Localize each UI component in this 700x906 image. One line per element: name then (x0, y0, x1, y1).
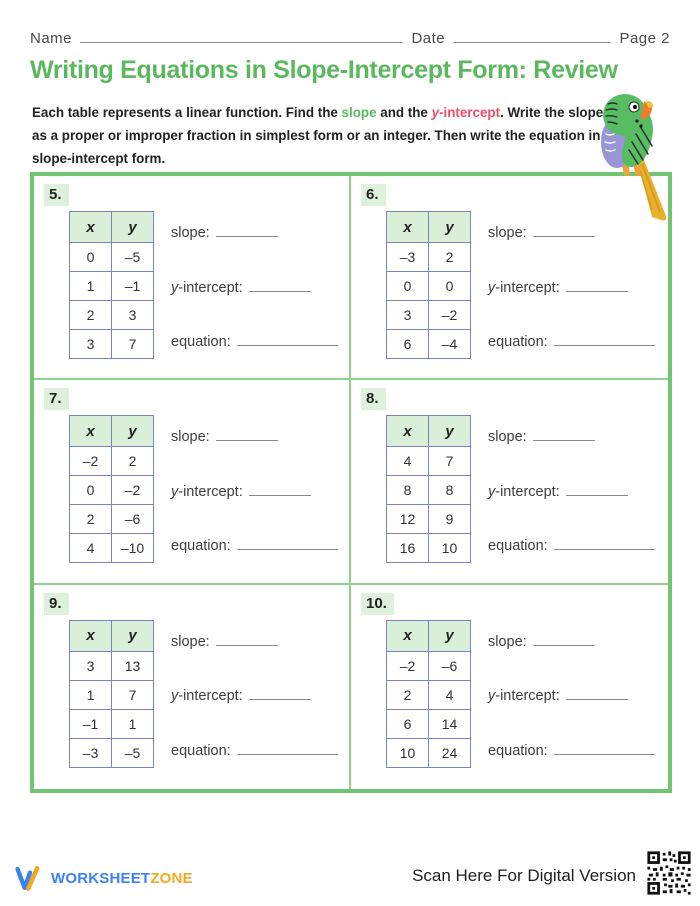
xy-table (386, 415, 471, 563)
y-value: 1 (112, 709, 154, 738)
problem-body (69, 620, 343, 768)
x-value: –3 (70, 738, 112, 767)
table-header-row (387, 212, 471, 243)
y-intercept-field (488, 483, 655, 500)
y-intercept-blank[interactable] (566, 687, 628, 700)
equation-blank[interactable] (554, 537, 655, 550)
x-value: –2 (70, 447, 112, 476)
y-intercept-field (171, 483, 338, 500)
equation-blank[interactable] (237, 742, 338, 755)
table-row (70, 709, 154, 738)
x-value: 8 (387, 476, 429, 505)
answer-fields (171, 415, 338, 563)
problem-body (69, 415, 343, 563)
table-row (70, 330, 154, 359)
equation-field (488, 537, 655, 554)
table-header-y: y (112, 212, 154, 243)
y-value: –2 (429, 301, 471, 330)
answer-fields (171, 211, 338, 359)
page-number: Page 2 (619, 30, 670, 47)
y-intercept-label-rest: -intercept: (495, 483, 560, 500)
y-intercept-blank[interactable] (566, 483, 628, 496)
table-header-x: x (387, 416, 429, 447)
y-intercept-label-rest: -intercept: (178, 279, 243, 296)
y-value: 7 (112, 680, 154, 709)
equation-label: equation: (488, 742, 548, 759)
logo-text-zone: ZONE (150, 869, 193, 887)
slope-blank[interactable] (216, 224, 278, 237)
x-value: 6 (387, 330, 429, 359)
table-header-x: x (387, 620, 429, 651)
y-intercept-field (488, 687, 655, 704)
equation-field (171, 537, 338, 554)
y-value: –5 (112, 243, 154, 272)
table-header-row (387, 416, 471, 447)
equation-label: equation: (171, 742, 231, 759)
table-row (70, 272, 154, 301)
table-header-row (70, 212, 154, 243)
table-row (387, 330, 471, 359)
y-intercept-label-rest: -intercept: (495, 279, 560, 296)
y-intercept-field (488, 279, 655, 296)
equation-blank[interactable] (554, 742, 655, 755)
equation-field (488, 742, 655, 759)
y-value: 2 (429, 243, 471, 272)
answer-fields (488, 211, 655, 359)
y-value: –6 (429, 651, 471, 680)
y-value: 7 (429, 447, 471, 476)
y-intercept-label-rest: -intercept: (178, 688, 243, 705)
y-intercept-blank[interactable] (249, 483, 311, 496)
table-row (387, 709, 471, 738)
instructions-part3: . Write the slope as a proper or improper fraction in simplest form or an integer. Then write the equation in slope-intercept form. (32, 105, 604, 167)
y-intercept-blank[interactable] (249, 687, 311, 700)
equation-blank[interactable] (237, 537, 338, 550)
problem-cell (34, 585, 351, 789)
page-title: Writing Equations in Slope-Intercept Form: Review (30, 56, 618, 84)
slope-label: slope: (171, 429, 210, 446)
y-value: 0 (429, 272, 471, 301)
x-value: 4 (70, 534, 112, 563)
table-header-x: x (70, 416, 112, 447)
problem-cell (34, 380, 351, 584)
header-line (30, 30, 670, 47)
table-header-row (70, 416, 154, 447)
equation-field (488, 333, 655, 350)
slope-label: slope: (488, 429, 527, 446)
y-intercept-label-rest: -intercept: (495, 688, 560, 705)
equation-label: equation: (488, 334, 548, 350)
y-intercept-label-y: y (488, 483, 496, 500)
y-value: –4 (429, 330, 471, 359)
x-value: 2 (70, 301, 112, 330)
table-row (70, 534, 154, 563)
table-row (387, 534, 471, 563)
slope-blank[interactable] (216, 633, 278, 646)
date-label: Date (411, 30, 446, 47)
slope-field (171, 428, 338, 445)
table-header-row (70, 620, 154, 651)
x-value: 3 (70, 651, 112, 680)
slope-blank[interactable] (533, 428, 595, 441)
table-row (387, 476, 471, 505)
table-row (387, 243, 471, 272)
y-intercept-label-y: y (171, 688, 179, 705)
x-value: 0 (70, 243, 112, 272)
table-row (70, 505, 154, 534)
slope-label: slope: (488, 633, 527, 650)
x-value: 10 (387, 738, 429, 767)
slope-blank[interactable] (533, 224, 595, 237)
equation-blank[interactable] (554, 333, 655, 346)
equation-blank[interactable] (237, 333, 338, 346)
table-row (70, 243, 154, 272)
y-value: 13 (112, 651, 154, 680)
slope-label: slope: (171, 633, 210, 650)
table-row (70, 738, 154, 767)
name-label: Name (30, 30, 73, 47)
logo-text-worksheet: WORKSHEET (51, 869, 151, 887)
y-value: –6 (112, 505, 154, 534)
problem-cell (351, 380, 668, 584)
slope-field (488, 428, 655, 445)
y-intercept-label-y: y (488, 688, 496, 705)
equation-label: equation: (488, 538, 548, 555)
answer-fields (488, 415, 655, 563)
problem-cell (34, 176, 351, 380)
problem-number: 7. (44, 388, 69, 410)
y-value: 14 (429, 709, 471, 738)
table-row (387, 651, 471, 680)
table-header-y: y (429, 620, 471, 651)
y-value: 10 (429, 534, 471, 563)
x-value: 4 (387, 447, 429, 476)
table-row (387, 272, 471, 301)
table-header-y: y (429, 212, 471, 243)
table-row (70, 476, 154, 505)
table-row (387, 680, 471, 709)
y-intercept-label-y: y (171, 483, 179, 500)
y-intercept-blank[interactable] (566, 279, 628, 292)
table-row (387, 447, 471, 476)
problem-body (386, 620, 662, 768)
name-blank[interactable] (80, 30, 403, 43)
slope-keyword: slope (341, 105, 377, 120)
problem-body (386, 415, 662, 563)
xy-table (69, 620, 154, 768)
problem-number: 5. (44, 184, 69, 206)
y-intercept-blank[interactable] (249, 279, 311, 292)
table-header-y: y (112, 620, 154, 651)
y-intercept-label-y: y (488, 279, 496, 296)
y-value: 3 (112, 301, 154, 330)
instructions-part2: and the (376, 105, 432, 120)
y-value: –1 (112, 272, 154, 301)
scan-caption: Scan Here For Digital Version (412, 866, 636, 885)
equation-label: equation: (171, 538, 231, 555)
slope-label: slope: (171, 225, 210, 241)
table-row (70, 447, 154, 476)
problem-cell (351, 585, 668, 789)
table-row (387, 301, 471, 330)
slope-field (171, 224, 338, 241)
x-value: 2 (70, 505, 112, 534)
y-value: –2 (112, 476, 154, 505)
y-value: 4 (429, 680, 471, 709)
x-value: –1 (70, 709, 112, 738)
slope-label: slope: (488, 225, 527, 241)
y-intercept-label-rest: -intercept: (178, 483, 243, 500)
slope-field (488, 633, 655, 650)
x-value: 6 (387, 709, 429, 738)
problem-number: 10. (361, 593, 394, 615)
y-value: –10 (112, 534, 154, 563)
y-intercept-keyword-y: y (431, 105, 440, 120)
xy-table (69, 211, 154, 359)
problem-body (386, 211, 662, 359)
table-header-y: y (112, 416, 154, 447)
x-value: 1 (70, 272, 112, 301)
answer-fields (488, 620, 655, 768)
table-header-x: x (70, 212, 112, 243)
problem-number: 8. (361, 388, 386, 410)
y-intercept-field (171, 687, 338, 704)
problem-body (69, 211, 343, 359)
y-value: 2 (112, 447, 154, 476)
equation-field (171, 333, 338, 350)
y-intercept-label-y: y (171, 279, 179, 296)
y-intercept-field (171, 279, 338, 296)
y-value: 8 (429, 476, 471, 505)
answer-fields (171, 620, 338, 768)
instructions-text (32, 101, 604, 170)
x-value: 2 (387, 680, 429, 709)
x-value: 0 (387, 272, 429, 301)
y-value: 7 (112, 330, 154, 359)
x-value: 16 (387, 534, 429, 563)
date-blank[interactable] (453, 30, 611, 43)
slope-field (171, 633, 338, 650)
table-row (70, 680, 154, 709)
table-row (70, 651, 154, 680)
table-header-x: x (387, 212, 429, 243)
x-value: 3 (70, 330, 112, 359)
y-value: 9 (429, 505, 471, 534)
parrot-illustration (590, 90, 678, 230)
x-value: –3 (387, 243, 429, 272)
table-header-x: x (70, 620, 112, 651)
y-intercept-keyword-rest: -intercept (439, 105, 501, 120)
slope-blank[interactable] (216, 428, 278, 441)
table-header-y: y (429, 416, 471, 447)
problem-number: 6. (361, 184, 386, 206)
problem-number: 9. (44, 593, 69, 615)
worksheetzone-logo-icon (14, 864, 46, 892)
x-value: 1 (70, 680, 112, 709)
table-row (70, 301, 154, 330)
y-value: 24 (429, 738, 471, 767)
x-value: 12 (387, 505, 429, 534)
instructions-part1: Each table represents a linear function. Find the (32, 105, 342, 120)
x-value: 0 (70, 476, 112, 505)
xy-table (386, 620, 471, 768)
y-intercept-keyword (432, 105, 500, 120)
equation-field (171, 742, 338, 759)
problems-grid (30, 172, 672, 793)
y-value: –5 (112, 738, 154, 767)
table-header-row (387, 620, 471, 651)
qr-code (646, 850, 692, 896)
table-row (387, 738, 471, 767)
xy-table (69, 415, 154, 563)
equation-label: equation: (171, 334, 231, 350)
worksheetzone-logo (14, 864, 193, 892)
x-value: 3 (387, 301, 429, 330)
slope-blank[interactable] (533, 633, 595, 646)
xy-table (386, 211, 471, 359)
table-row (387, 505, 471, 534)
x-value: –2 (387, 651, 429, 680)
